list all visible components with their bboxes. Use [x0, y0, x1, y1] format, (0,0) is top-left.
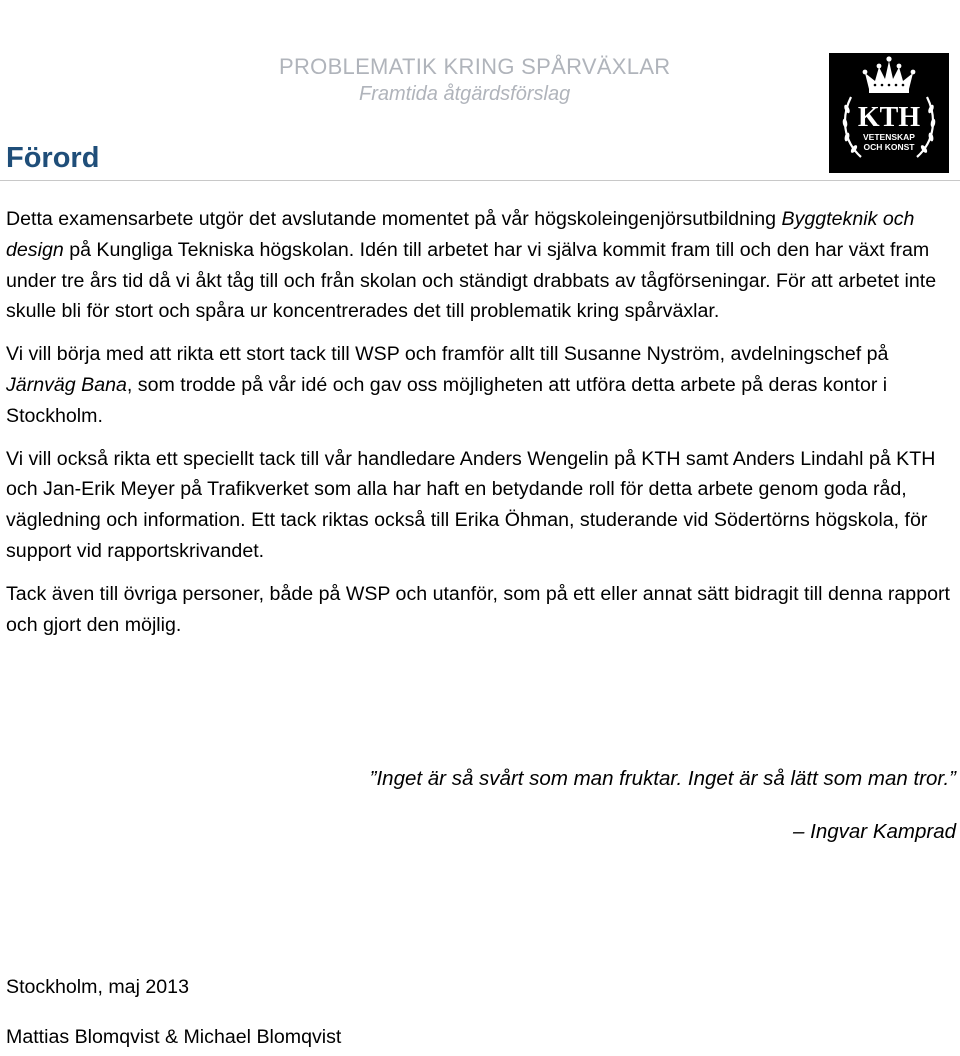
body-paragraph — [6, 579, 956, 641]
paragraph-text: Detta examensarbete utgör det avslutande momentet på vår högskoleingenjörsutbildning — [6, 208, 782, 230]
header-divider — [0, 180, 960, 181]
logo-line-1: VETENSKAP — [863, 132, 915, 142]
paragraph-text: Vi vill också rikta ett speciellt tack till vår handledare Anders Wengelin på KTH samt Anders Lindahl på KTH och Jan-Erik Meyer på Trafikverket som alla har haft en betydande roll för detta arbete genom goda råd, vägledning och information. Ett tack riktas också till Erika Öhman, studerande vid Södertörns högskola, för support vid rapportskrivandet. — [6, 447, 936, 562]
logo-line-2: OCH KONST — [863, 142, 915, 152]
paragraph-text: på Kungliga Tekniska högskolan. Idén till arbetet har vi själva kommit fram till och den har växt fram under tre års tid då vi åkt tåg till och från skolan och ständigt drabbats av tågförseningar. För att arbetet inte skulle bli för stort och spåra ur koncentrerades det till problematik kring spårväxlar. — [6, 238, 937, 323]
paragraph-text: Vi vill börja med att rikta ett stort tack till WSP och framför allt till Susanne Nyström, avdelningschef på — [6, 343, 889, 366]
header-subtitle: Framtida åtgärdsförslag — [359, 83, 571, 105]
paragraph-text: Tack även till övriga personer, både på WSP och utanför, som på ett eller annat sätt bidragit till denna rapport och gjort den möjlig. — [6, 582, 950, 636]
kth-logo — [829, 53, 949, 173]
header-title: PROBLEMATIK KRING SPÅRVÄXLAR — [279, 54, 671, 79]
paragraph-text: , som trodde på vår idé och gav oss möjligheten att utföra detta arbete på deras kontor i Stockholm. — [6, 373, 888, 427]
body-paragraph — [6, 339, 956, 431]
authors: Mattias Blomqvist & Michael Blomqvist — [6, 1026, 342, 1048]
body-paragraph — [6, 444, 956, 567]
body-paragraph — [6, 204, 956, 327]
preface-body — [6, 204, 956, 652]
quote: ”Inget är så svårt som man fruktar. Inget är så lätt som man tror.” — [369, 767, 956, 790]
quote-attribution: – Ingvar Kamprad — [793, 820, 956, 843]
italic-text: Järnväg Bana — [6, 373, 127, 396]
section-heading: Förord — [6, 142, 100, 174]
kth-crown-icon — [829, 53, 949, 173]
italic-text: Byggteknik och design — [6, 208, 915, 261]
logo-text: KTH — [857, 102, 921, 133]
place-date: Stockholm, maj 2013 — [6, 976, 189, 998]
